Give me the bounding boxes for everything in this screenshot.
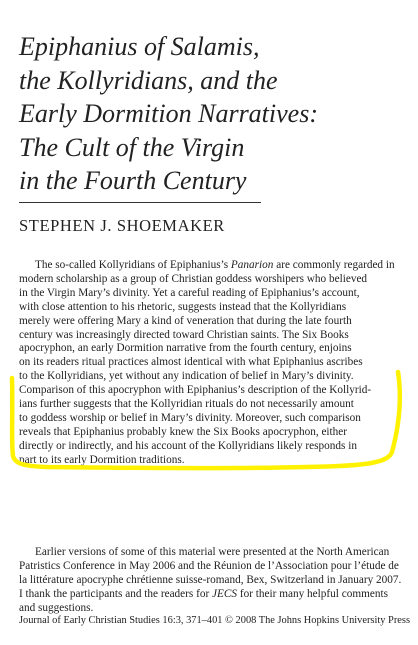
abstract-line: to goddess worship or belief in Mary’s divinity. Moreover, such comparison: [19, 411, 361, 424]
abstract-line: Comparison of this apocryphon with Epiphanius’s description of the Kollyrid-: [19, 384, 372, 397]
abstract-line: modern scholarship as a group of Christian goddess worshipers who believed: [19, 272, 368, 285]
title-line: Early Dormition Narratives:: [19, 99, 318, 128]
ack-line: and suggestions.: [19, 601, 94, 614]
ack-line: Earlier versions of some of this material were presented at the North American: [35, 546, 390, 558]
author-name: STEPHEN J. SHOEMAKER: [19, 216, 225, 235]
abstract-line: with close attention to his rhetoric, suggests instead that the Kollyridians: [19, 300, 347, 313]
work-title: Panarion: [230, 259, 274, 271]
abstract-line: apocryphon, an early Dormition narrative from the fourth century, enjoins: [19, 342, 352, 355]
title-line: the Kollyridians, and the: [19, 65, 278, 95]
ack-line: I thank the participants and the readers for JECS for their many helpful comments: [19, 587, 388, 600]
abstract-line: century was increasingly directed toward Christian saints. The Six Books: [19, 328, 349, 341]
title-line: Epiphanius of Salamis,: [19, 32, 260, 61]
acknowledgment-note: [19, 546, 404, 616]
abstract-line: ians further suggests that the Kollyridian rituals do not necessarily amount: [19, 398, 354, 411]
title-rule: [19, 202, 261, 203]
abstract-line: in the Virgin Mary’s divinity. Yet a careful reading of Epiphanius’s account,: [19, 286, 360, 299]
abstract-line: part to its early Dormition traditions.: [19, 453, 185, 466]
abstract-line: to the Kollyridians, yet without any indication of belief in Mary’s divinity.: [19, 370, 354, 383]
abstract: [19, 259, 404, 468]
journal-citation: Journal of Early Christian Studies 16:3, 371–401 © 2008 The Johns Hopkins University Press: [19, 615, 410, 626]
journal-abbrev: JECS: [212, 587, 238, 600]
title-line: in the Fourth Century: [19, 166, 247, 195]
abstract-line: directly or indirectly, and his account of the Kollyridians likely responds in: [19, 439, 357, 452]
abstract-line: on its readers ritual practices almost identical with what Epiphanius ascribes: [19, 356, 363, 369]
ack-line: Patristics Conference in May 2006 and the Réunion de l’Association pour l’étude de: [19, 559, 399, 572]
title-line: The Cult of the Virgin: [19, 132, 245, 162]
abstract-line: reveals that Epiphanius probably knew the Six Books apocryphon, either: [19, 425, 348, 438]
abstract-line: merely were offering Mary a kind of veneration that during the late fourth: [19, 314, 352, 327]
article-title: [19, 30, 414, 198]
abstract-line: The so-called Kollyridians of Epiphanius’s Panarion are commonly regarded in: [35, 259, 395, 271]
ack-line: la littérature apocryphe chrétienne suisse-romand, Bex, Switzerland in January 2007.: [19, 573, 402, 586]
